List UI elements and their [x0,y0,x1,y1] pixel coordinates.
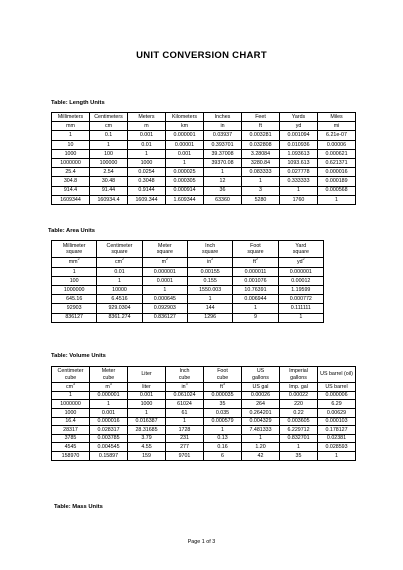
unit-exponent: 2 [255,257,258,262]
table-cell: 30.48 [90,177,128,186]
unit-exponent: 2 [77,257,80,262]
table-cell: 277 [166,443,204,452]
table-cell: 0.000189 [318,177,356,186]
table-cell: 3.79 [128,434,166,443]
table-cell: 25.4 [52,168,90,177]
unit-cell: km [166,122,204,131]
table-cell: 3280.84 [242,158,280,167]
table-cell: 1 [90,400,128,409]
unit-cell [187,258,232,267]
column-header-line: square [247,249,264,256]
unit-cell [278,258,323,267]
table-cell: 0.000016 [318,168,356,177]
unit-exponent: 3 [185,382,188,386]
column-header-line: US [256,368,265,375]
table-cell: 0.000772 [278,295,323,304]
column-header-line: square [292,249,309,256]
table-cell: 10000 [97,285,142,294]
unit-symbol: m [105,383,110,390]
table-row [52,408,356,417]
table-cell: 0.000001 [278,267,323,276]
unit-cell [142,258,187,267]
table-cell: 1 [204,168,242,177]
table-row [52,276,324,285]
unit-cell [318,383,356,392]
table-cell: 0.001 [166,149,204,158]
table-cell: 0.9144 [128,186,166,195]
table-row [52,443,356,452]
column-header-line: cube [216,374,229,381]
table-cell: 1 [128,408,166,417]
unit-cell [52,258,97,267]
unit-symbol: ft [253,259,256,266]
table-row [52,168,356,177]
table-row [52,434,356,443]
table-cell: 0.000579 [204,417,242,426]
unit-exponent: 3 [109,382,112,386]
table-cell: 6.29 [318,400,356,409]
table-cell: 1.20 [242,443,280,452]
table-row [52,285,324,294]
table-cell: 28317 [52,426,90,435]
table-cell: 0.13 [204,434,242,443]
column-header-line: Meter [101,368,116,375]
table-cell: 0.000621 [318,149,356,158]
table-cell: 0.000001 [142,267,187,276]
table-cell: 0.000305 [166,177,204,186]
column-header-line: Inch [205,242,216,249]
unit-exponent: 2 [122,257,124,262]
table-cell: 929.0304 [97,304,142,313]
column-header [278,241,323,258]
column-header: Kilometers [166,113,204,122]
table-cell: 0.000006 [318,391,356,400]
table-cell: 1000 [128,158,166,167]
unit-symbol: US barrel [325,383,348,390]
table-cell: 1550.003 [187,285,232,294]
table-cell: 0.621371 [318,158,356,167]
page-title: UNIT CONVERSION CHART [136,50,267,61]
column-header-line: Liter [141,371,152,378]
table-cell: 0.010936 [280,140,318,149]
table-cell: 0.035 [204,408,242,417]
unit-exponent: 2 [166,257,168,262]
unit-symbol: in [181,383,186,390]
table-cell: 0.003785 [90,434,128,443]
table-cell: 1296 [187,313,232,322]
table-cell: 42 [242,451,280,460]
table-cell: 0.004329 [242,417,280,426]
unit-exponent: 2 [302,257,305,262]
page-footer: Page 1 of 3 [187,539,216,545]
table-cell: 0.00012 [278,276,323,285]
table-cell: 0.00022 [280,391,318,400]
table-cell: 1.093613 [280,149,318,158]
table-cell: 159 [128,451,166,460]
table-row [52,304,324,313]
table-cell: 0.006944 [233,295,278,304]
table-cell: 9 [233,313,278,322]
table-cell: 0.16 [204,443,242,452]
table-row [52,195,356,204]
table-cell: 0.001 [128,391,166,400]
column-header-line: square [111,249,128,256]
table-cell: 0.264201 [242,408,280,417]
table-cell: 1 [318,451,356,460]
unit-cell: m [128,122,166,131]
column-header: Yards [280,113,318,122]
table-cell: 1.19599 [278,285,323,294]
column-header-line: cube [64,374,77,381]
table-cell: 1 [242,177,280,186]
area-table-caption: Table: Area Units [48,228,96,234]
table-cell: 28.31685 [128,426,166,435]
unit-cell [233,258,278,267]
table-cell: 35 [280,451,318,460]
table-row [52,131,356,140]
table-cell: 0.02381 [318,434,356,443]
table-cell: 144 [187,304,232,313]
unit-symbol: mm [68,259,78,266]
table-cell: 0.000016 [90,417,128,426]
column-header [97,241,142,258]
unit-symbol: cm [65,383,74,390]
table-cell: 100 [52,276,97,285]
unit-symbol: in [207,259,212,266]
table-cell: 0.001076 [233,276,278,285]
column-header-line: Inch [179,368,190,375]
table-cell: 0.004545 [90,443,128,452]
column-header-line: square [156,249,173,256]
table-cell: 0.00155 [187,267,232,276]
unit-cell [97,258,142,267]
column-header [318,367,356,383]
table-cell: 1760 [280,195,318,204]
table-cell: 0.061024 [166,391,204,400]
unit-symbol: ft [220,383,223,390]
table-cell: 0.027778 [280,168,318,177]
table-cell: 1 [142,285,187,294]
table-cell: 6.229712 [280,426,318,435]
unit-cell: yd [280,122,318,131]
table-cell: 0.00006 [318,140,356,149]
unit-cell [242,383,280,392]
table-cell: 1000 [128,400,166,409]
column-header-line: Foot [217,368,228,375]
unit-symbol: yd [297,259,303,266]
table-cell: 3.28084 [242,149,280,158]
table-cell: 3 [242,186,280,195]
column-header [128,367,166,383]
header-row [52,367,356,383]
table-cell: 1000 [52,149,90,158]
column-header: Miles [318,113,356,122]
table-cell: 0.15897 [90,451,128,460]
column-header-line: square [202,249,219,256]
column-header [204,367,242,383]
column-header-line: Centimeter [57,368,84,375]
table-cell: 63360 [204,195,242,204]
table-cell: 1 [278,313,323,322]
unit-symbol: US gal [252,383,269,390]
table-cell: 914.4 [52,186,90,195]
table-cell: 0.00001 [166,140,204,149]
column-header [52,241,97,258]
table-cell: 61 [166,408,204,417]
table-cell: 10 [52,140,90,149]
unit-exponent: 3 [73,382,75,386]
unit-cell: cm [90,122,128,131]
table-cell: 61024 [166,400,204,409]
volume-table-caption: Table: Volume Units [51,353,106,359]
table-cell: 304.8 [52,177,90,186]
column-header: Millimeters [52,113,90,122]
table-cell: 220 [280,400,318,409]
table-cell: 0.000103 [318,417,356,426]
table-cell: 1 [90,140,128,149]
table-cell: 0.178127 [318,426,356,435]
table-cell: 0.111111 [278,304,323,313]
table-cell: 231 [166,434,204,443]
table-cell: 1728 [166,426,204,435]
table-cell: 0.083333 [242,168,280,177]
table-cell: 16.4 [52,417,90,426]
column-header [90,367,128,383]
table-cell: 5280 [242,195,280,204]
table-cell: 0.0001 [142,276,187,285]
table-cell: 0.01 [97,267,142,276]
table-row [52,400,356,409]
mass-table-caption: Table: Mass Units [54,504,103,510]
table-row [52,295,324,304]
column-header [280,367,318,383]
table-cell: 0.01 [128,140,166,149]
table-cell: 1000 [52,408,90,417]
column-header-line: US barrel (oil) [320,371,353,378]
table-cell: 1 [52,131,90,140]
table-cell: 1000000 [52,285,97,294]
table-cell: 10.76391 [233,285,278,294]
table-cell: 0.092903 [142,304,187,313]
table-cell: 1.609344 [166,195,204,204]
table-cell: 1 [97,276,142,285]
unit-exponent: 2 [211,257,214,262]
unit-symbol: m [161,259,167,266]
table-cell: 0.1 [90,131,128,140]
unit-cell: ft [242,122,280,131]
column-header-line: gallons [290,374,307,381]
table-cell: 1 [242,434,280,443]
area-units-table [51,240,324,323]
column-header-line: Yard [295,242,307,249]
table-cell: 1 [280,443,318,452]
table-row [52,417,356,426]
table-cell: 9701 [166,451,204,460]
table-cell: 0.016387 [128,417,166,426]
table-cell: 264 [242,400,280,409]
table-cell: 6 [204,451,242,460]
table-cell: 158970 [52,451,90,460]
table-cell: 0.000568 [318,186,356,195]
column-header [233,241,278,258]
table-cell: 4545 [52,443,90,452]
table-row [52,158,356,167]
table-cell: 1000000 [52,158,90,167]
table-cell: 0.000645 [142,295,187,304]
unit-cell [128,383,166,392]
column-header-line: square [66,249,83,256]
table-cell: 92903 [52,304,97,313]
column-header-line: cube [178,374,191,381]
unit-cell [204,383,242,392]
header-row [52,241,324,258]
table-row [52,267,324,276]
unit-exponent: 3 [223,382,225,386]
table-cell: 0.832701 [280,434,318,443]
table-cell: 39370.08 [204,158,242,167]
table-cell: 1 [187,295,232,304]
table-cell: 6.4516 [97,295,142,304]
column-header: Inches [204,113,242,122]
table-row [52,177,356,186]
table-cell: 0.22 [280,408,318,417]
table-cell: 0.393701 [204,140,242,149]
column-header-line: Foot [250,242,261,249]
table-cell: 0.836127 [142,313,187,322]
table-cell: 0.00629 [318,408,356,417]
table-cell: 0.00026 [242,391,280,400]
table-row [52,149,356,158]
table-cell: 100 [90,149,128,158]
table-row [52,313,324,322]
table-cell: 0.000025 [166,168,204,177]
table-cell: 6.21e-07 [318,131,356,140]
table-cell: 0.028317 [90,426,128,435]
table-cell: 1 [166,158,204,167]
table-cell: 1093.613 [280,158,318,167]
table-cell: 100000 [90,158,128,167]
column-header [242,367,280,383]
table-cell: 1 [280,186,318,195]
table-cell: 12 [204,177,242,186]
table-row [52,426,356,435]
column-header [142,241,187,258]
table-row [52,140,356,149]
table-cell: 836127 [52,313,97,322]
table-cell: 1609344 [52,195,90,204]
unit-cell: in [204,122,242,131]
unit-cell: mi [318,122,356,131]
table-cell: 39.37008 [204,149,242,158]
table-cell: 0.003281 [242,131,280,140]
table-cell: 1 [52,267,97,276]
table-cell: 0.000914 [166,186,204,195]
table-cell: 0.028593 [318,443,356,452]
table-cell: 0.000035 [204,391,242,400]
table-cell: 1609.344 [128,195,166,204]
table-cell: 0.333333 [280,177,318,186]
table-cell: 0.03937 [204,131,242,140]
column-header-line: Meter [158,242,172,249]
length-table-caption: Table: Length Units [51,100,105,106]
table-cell: 3785 [52,434,90,443]
table-cell: 0.000011 [233,267,278,276]
table-cell: 645.16 [52,295,97,304]
table-cell: 8361.274 [97,313,142,322]
table-cell: 36 [204,186,242,195]
column-header-line: Millimeter [62,242,86,249]
table-cell: 4.55 [128,443,166,452]
table-cell: 0.032808 [242,140,280,149]
unit-symbol: liter [142,383,151,390]
table-row [52,186,356,195]
units-row [52,258,324,267]
table-cell: 0.000001 [166,131,204,140]
table-cell: 91.44 [90,186,128,195]
unit-symbol: Imp. gal [289,383,308,390]
length-units-table [51,112,356,205]
table-cell: 1 [204,426,242,435]
unit-cell [280,383,318,392]
table-cell: 0.001094 [280,131,318,140]
table-cell: 0.3048 [128,177,166,186]
table-cell: 1 [318,195,356,204]
table-cell: 0.001 [128,131,166,140]
header-row [52,113,356,122]
column-header: Centimeters [90,113,128,122]
column-header [166,367,204,383]
column-header: Feet [242,113,280,122]
table-cell: 0.0254 [128,168,166,177]
column-header-line: Imperial [289,368,308,375]
unit-cell [52,383,90,392]
table-row [52,451,356,460]
table-cell: 1 [52,391,90,400]
column-header-line: cube [102,374,115,381]
unit-symbol: cm [114,259,123,266]
column-header [52,367,90,383]
table-cell: 0.000001 [90,391,128,400]
table-cell: 2.54 [90,168,128,177]
column-header: Meters [128,113,166,122]
table-row [52,391,356,400]
column-header [187,241,232,258]
table-cell: 1000000 [52,400,90,409]
unit-cell [90,383,128,392]
unit-cell [166,383,204,392]
table-cell: 1 [128,149,166,158]
table-cell: 160934.4 [90,195,128,204]
table-cell: 35 [204,400,242,409]
table-cell: 1 [233,304,278,313]
unit-cell: mm [52,122,90,131]
table-cell: 7.481333 [242,426,280,435]
table-cell: 0.003605 [280,417,318,426]
units-row [52,383,356,392]
table-cell: 0.001 [90,408,128,417]
units-row [52,122,356,131]
table-cell: 1 [166,417,204,426]
table-cell: 0.155 [187,276,232,285]
column-header-line: Centimeter [106,242,133,249]
column-header-line: gallons [252,374,269,381]
volume-units-table [51,366,356,461]
